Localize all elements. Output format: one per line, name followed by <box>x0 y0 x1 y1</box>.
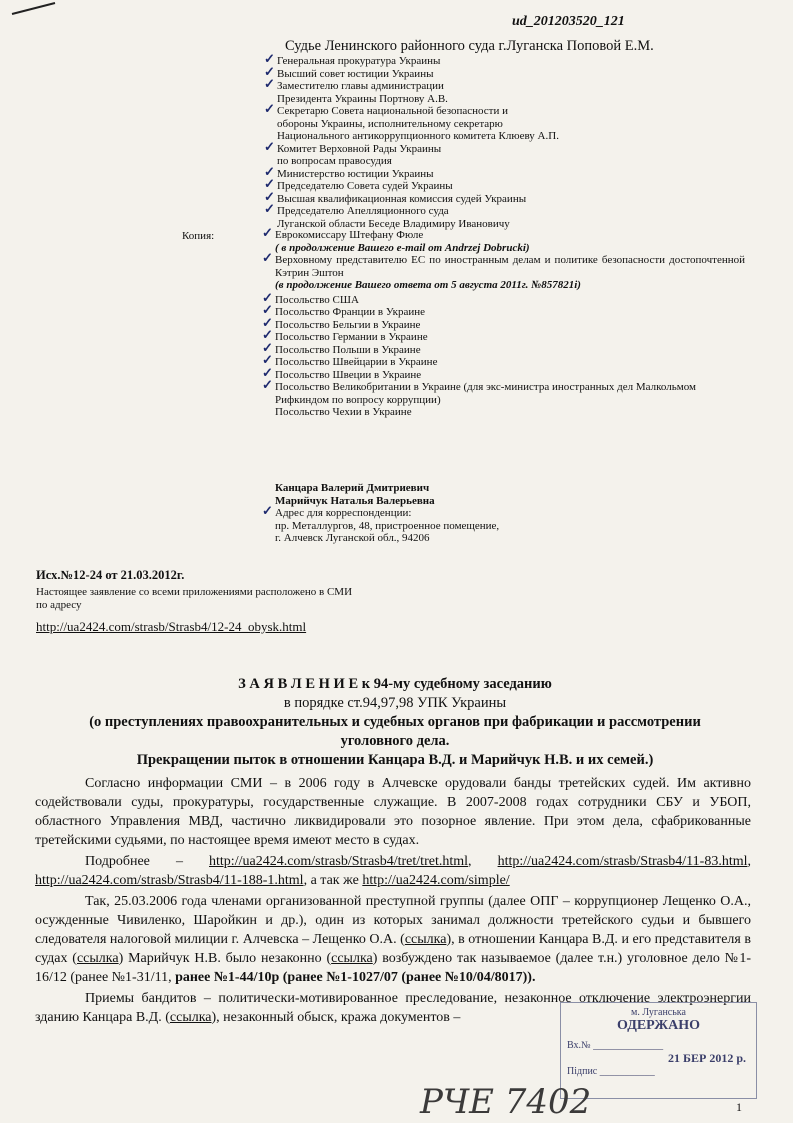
recipient-line: Луганской области Беседе Владимиру Ивановичу <box>277 217 510 230</box>
recipient-line: Генеральная прокуратура Украины <box>277 55 441 67</box>
check-icon: ✓ <box>264 176 275 191</box>
stamp-city: м. Луганська <box>631 1007 686 1018</box>
check-icon: ✓ <box>262 250 273 265</box>
embassy-item: ✓ Посольство США <box>262 289 359 306</box>
senders-block <box>262 482 575 545</box>
embassy-item: ✓ Посольство Великобритании в Украине (для экс-министра иностранных дел Малкольмом Рифкиндом по вопросу коррупции) <box>262 377 696 406</box>
ref-link[interactable]: ссылка <box>76 951 119 966</box>
page-number: 1 <box>736 1100 742 1114</box>
sender-address-line-2: г. Алчевск Луганской обл., 94206 <box>275 532 430 544</box>
check-icon: ✓ <box>262 377 273 392</box>
heading-subtitle: к 94-му судебному заседанию <box>358 676 552 692</box>
stamp-date: 21 БЕР 2012 р. <box>668 1051 746 1065</box>
corner-mark <box>10 0 60 20</box>
recipient-item <box>264 63 577 81</box>
addressee: Судье Ленинского районного суда г.Луганска Поповой Е.М. <box>285 38 654 54</box>
heading-line-4: Прекращении пыток в отношении Канцара В.Д. и Марийчук Н.В. и их семей.) <box>136 752 654 768</box>
sender-address-line-1: пр. Металлургов, 48, пристроенное помещение, <box>275 519 500 532</box>
embassy-item: ✓ Посольство Польши в Украине <box>262 339 421 356</box>
check-icon: ✓ <box>262 302 273 317</box>
copy-euro: ✓ Еврокомиссару Штефану Фюле <box>262 225 424 241</box>
recipient-line: Министерство юстиции Украины <box>277 167 434 180</box>
check-icon: ✓ <box>264 63 275 79</box>
sender-name-2: Марийчук Наталья Валерьевна <box>275 494 435 507</box>
recipient-line: Президента Украины Портнову А.В. <box>277 92 448 105</box>
embassy-item: ✓ Посольство Германии в Украине <box>262 327 428 343</box>
heading-line-2: в порядке ст.94,97,98 УПК Украины <box>283 695 507 711</box>
copy-euro-note: ( в продолжение Вашего e-mail от Andrzej Dobrucki) <box>275 241 530 254</box>
check-icon: ✓ <box>262 314 273 330</box>
heading-line-3: (о преступлениях правоохранительных и судебных органов при фабрикации и рассмотрении уголовного дела. <box>89 714 701 749</box>
copy-eu-note: (в продолжение Вашего ответа от 5 августа 2011г. №857821i) <box>275 279 581 291</box>
recipient-line: обороны Украины, исполнительному секретарю <box>277 117 503 130</box>
embassy-item: Посольство Чехии в Украине <box>275 406 412 418</box>
link-11-83[interactable]: http://ua2424.com/strasb/Strasb4/11-83.html <box>497 854 748 869</box>
recipient-item <box>264 163 577 181</box>
recipient-line: Секретарю Совета национальной безопасности и <box>277 105 509 117</box>
stamp-received: ОДЕРЖАНО <box>617 1018 700 1033</box>
check-icon: ✓ <box>262 503 273 518</box>
copies-list <box>262 225 745 419</box>
paragraph-4: Приемы бандитов – политически-мотивированное преследование, незаконное отключение электроэнергии зданию Канцара В.Д. (ссылка), незаконный обыск, кража документов – <box>35 991 751 1025</box>
check-icon: ✓ <box>264 201 275 216</box>
statement-heading <box>70 675 720 770</box>
sender-name-1: Канцара Валерий Дмитриевич <box>275 482 430 494</box>
recipient-item <box>264 51 577 68</box>
outgoing-note: Настоящее заявление со всеми приложениями расположено в СМИ по адресу <box>36 586 353 611</box>
check-icon: ✓ <box>264 76 275 91</box>
ref-link[interactable]: ссылка <box>404 932 447 947</box>
check-icon: ✓ <box>264 51 275 66</box>
copy-label: Копия: <box>182 230 215 242</box>
recipient-line: Высший совет юстиции Украины <box>277 67 434 80</box>
stamp-sign: Підпис ___________ <box>567 1066 655 1077</box>
embassy-item: ✓ Посольство Швеции в Украине <box>262 364 422 381</box>
check-icon: ✓ <box>264 138 275 154</box>
recipient-item <box>264 101 577 143</box>
outgoing-ref: Исх.№12-24 от 21.03.2012г. <box>36 568 185 582</box>
heading-title: З А Я В Л Е Н И Е <box>238 676 359 692</box>
recipient-line: Высшая квалификационная комиссия судей Украины <box>277 192 527 205</box>
paragraph-2: Подробнее – http://ua2424.com/strasb/Strasb4/tret/tret.html, http://ua2424.com/strasb/Strasb4/11-83.html, http://ua2424.com/strasb/Strasb4/11-188-1.html, а так же http://ua2424.com/simple/ <box>35 854 751 888</box>
check-icon: ✓ <box>264 101 275 116</box>
recipient-line: Заместителю главы администрации <box>277 80 444 92</box>
paragraph-3: Так, 25.03.2006 года членами организованной преступной группы (далее ОПГ – коррупционер Лещенко О.А., осужденные Чивиленко, Шаройкин и др.), один из которых занимал должности третейского судьи и бывшего следователя налоговой милиции г. Алчевска – Лещенко О.А. (ссылка), в отношении Канцара В.Д. и его представителя в судах (ссылка) Марийчук Н.В. было незаконно (ссылка) возбуждено так называемое (далее т.н.) уголовное дело №1-16/12 (ранее №1-31/11, ранее №1-44/10р (ранее №1-1027/07 (ранее №10/04/8017)). <box>35 894 751 985</box>
link-simple[interactable]: http://ua2424.com/simple/ <box>362 873 510 888</box>
recipient-line: Комитет Верховной Рады Украины <box>277 142 442 155</box>
recipient-line: по вопросам правосудия <box>277 155 392 167</box>
embassy-item: ✓ Посольство Бельгии в Украине <box>262 314 421 331</box>
check-icon: ✓ <box>262 339 273 355</box>
check-icon: ✓ <box>264 188 275 204</box>
check-icon: ✓ <box>262 289 273 305</box>
recipient-item <box>264 76 577 105</box>
check-icon: ✓ <box>262 327 273 342</box>
copy-eu-rep: ✓ Верховному представителю ЕС по иностранным делам и политике безопасности достопочтенной Кэтрин Эштон <box>262 250 745 279</box>
embassy-item: ✓ Посольство Франции в Украине <box>262 302 426 318</box>
outgoing-url[interactable]: http://ua2424.com/strasb/Strasb4/12-24_obysk.html <box>36 619 307 634</box>
statement-body <box>35 774 751 1029</box>
document-id: ud_201203520_121 <box>512 14 625 29</box>
embassy-item: ✓ Посольство Швейцарии в Украине <box>262 352 438 368</box>
recipient-item <box>264 201 577 230</box>
ref-link[interactable]: ссылка <box>331 951 373 966</box>
ref-link[interactable]: ссылка <box>169 1010 212 1025</box>
check-icon: ✓ <box>262 225 273 240</box>
recipient-line: Национального антикоррупционного комитета Клюеву А.П. <box>277 130 559 142</box>
recipient-item <box>264 188 577 206</box>
stamp-vh: Вх.№ ______________ <box>567 1040 664 1051</box>
handwritten-number: РЧЕ 7402 <box>420 1082 592 1122</box>
recipient-item <box>264 176 577 193</box>
link-11-188-1[interactable]: http://ua2424.com/strasb/Strasb4/11-188-1.html <box>35 873 304 888</box>
check-icon: ✓ <box>262 364 273 380</box>
sender-address-label: ✓ Адрес для корреспонденции: <box>262 503 412 519</box>
link-tret[interactable]: http://ua2424.com/strasb/Strasb4/tret/tret.html <box>209 854 468 869</box>
paragraph-1: Согласно информации СМИ – в 2006 году в Алчевске орудовали банды третейских судей. Им активно содействовали суды, прокуратуры, государственные служащие. В 2007-2008 годах сотрудники СБУ и УБОП, областного Управления МВД, частично ликвидировали это позорное явление. При этом дела, сфабрикованные третейскими судьями, по настоящее время имеют место в судах. <box>35 776 751 848</box>
check-icon: ✓ <box>264 163 275 179</box>
recipient-item <box>264 138 577 168</box>
recipient-line: Председателю Совета судей Украины <box>277 180 453 192</box>
recipients-list <box>264 51 577 230</box>
check-icon: ✓ <box>262 352 273 367</box>
recipient-line: Председателю Апелляционного суда <box>277 205 449 217</box>
